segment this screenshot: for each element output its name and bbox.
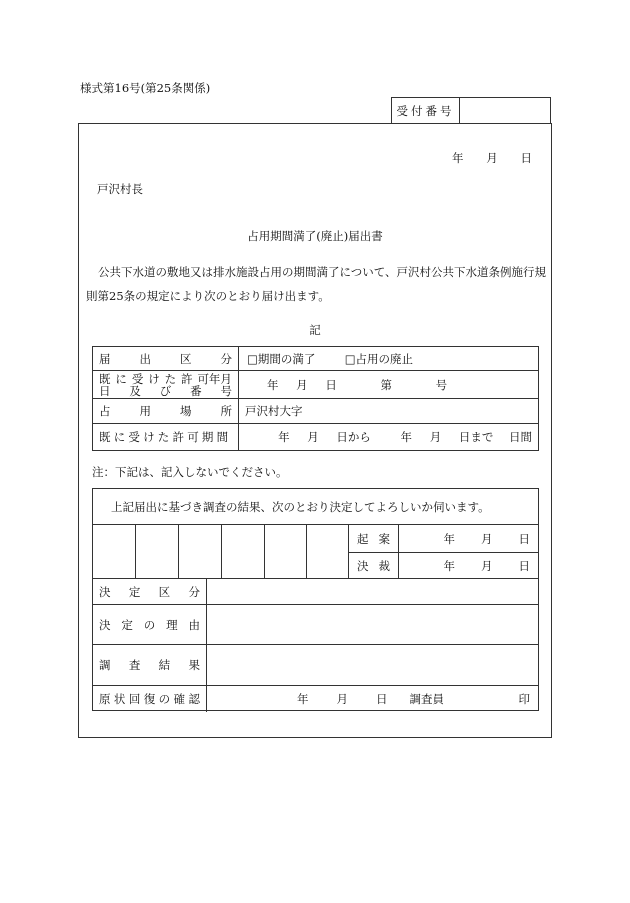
- addressee: 戸沢村長: [97, 182, 143, 196]
- option-abolition[interactable]: □占用の廃止: [344, 351, 414, 366]
- place-value[interactable]: 戸沢村大字: [239, 399, 539, 424]
- day-label: 日: [520, 151, 532, 165]
- kettei-kubun-row[interactable]: 決 定 区 分: [93, 578, 538, 604]
- period-label: 既に受けた許可期間: [93, 424, 239, 451]
- kessai-row[interactable]: 決 裁 年 月 日: [349, 552, 538, 579]
- inspector-sign[interactable]: 年 月 日 調査員 印: [297, 692, 530, 706]
- kian-row[interactable]: 起 案 年 月 日: [349, 525, 538, 553]
- decision-rows: [93, 578, 538, 712]
- body-text: 公共下水道の敷地又は排水施設占用の期間満了について、戸沢村公共下水道条例施行規則第25条の規定により次のとおり届け出ます。: [86, 265, 547, 303]
- genjo-kakunin-row[interactable]: 原 状 回 復 の 確 認 年 月 日 調査員 印: [93, 685, 538, 712]
- approval-dates: [349, 525, 538, 579]
- stamp-cell[interactable]: [179, 525, 222, 579]
- chosa-kekka-row[interactable]: 調 査 結 果: [93, 644, 538, 685]
- ki-heading: 記: [309, 323, 321, 337]
- receipt-label: 受付番号: [392, 98, 460, 123]
- stamp-cell[interactable]: [222, 525, 265, 579]
- kubun-options[interactable]: [239, 347, 539, 371]
- place-label: 占 用 場 所: [93, 399, 239, 424]
- kettei-riyu-row[interactable]: 決 定 の 理 由: [93, 604, 538, 644]
- stamp-cell[interactable]: [136, 525, 179, 579]
- permit-label: 既 に 受 け た 許 可年月 日 及 び 番 号: [93, 371, 239, 399]
- kubun-label: 届 出 区 分: [93, 347, 239, 371]
- option-expiry[interactable]: □期間の満了: [247, 351, 316, 366]
- note-text: 注：下記は、記入しないでください。: [92, 465, 288, 479]
- approval-stamp-row: [93, 524, 538, 579]
- stamp-cell[interactable]: [265, 525, 307, 579]
- year-label: 年: [452, 151, 464, 165]
- form-number: 様式第16号(第25条関係): [80, 81, 211, 95]
- stamp-cell[interactable]: [307, 525, 349, 579]
- receipt-number-box: [391, 97, 551, 123]
- month-label: 月: [486, 151, 498, 165]
- office-use-table: [92, 488, 539, 711]
- receipt-number-field[interactable]: [460, 98, 550, 123]
- permit-value[interactable]: 年 月 日 第 号: [239, 371, 539, 399]
- notification-table: [92, 346, 539, 451]
- submission-date[interactable]: [452, 150, 532, 166]
- document-title: 占用期間満了(廃止)届出書: [247, 229, 383, 243]
- period-value[interactable]: 年 月 日から 年 月 日まで 日間: [239, 424, 539, 451]
- stamp-cell[interactable]: [93, 525, 136, 579]
- office-intro: 上記届出に基づき調査の結果、次のとおり決定してよろしいか伺います。: [111, 500, 490, 514]
- seal-mark: 印: [518, 692, 530, 706]
